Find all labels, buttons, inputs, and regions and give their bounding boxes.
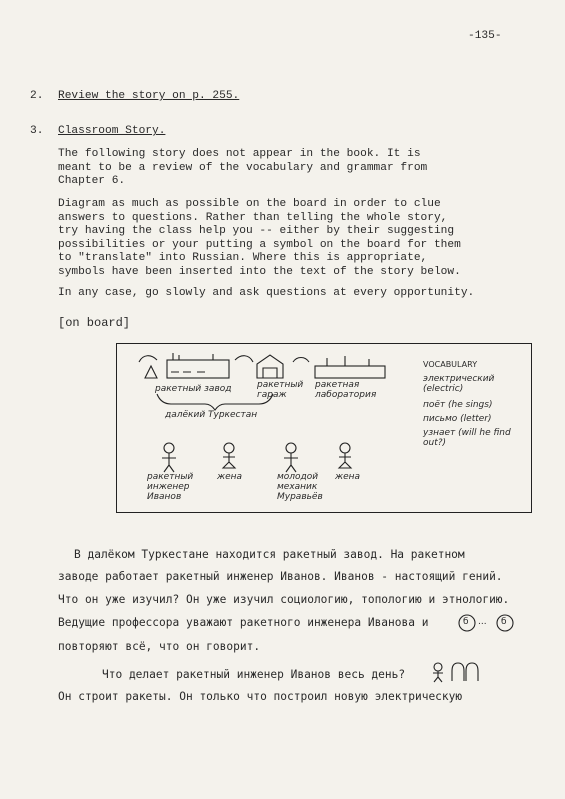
label-person-3: молодой механик Муравьёв [277, 472, 323, 502]
board-note: [on board] [58, 316, 131, 330]
page-number: -135- [468, 30, 502, 42]
garage-drawing [257, 355, 283, 378]
factory-drawing [167, 360, 229, 378]
label-garage: ракетный гараж [257, 380, 304, 400]
item-2-number: 2. [30, 90, 44, 102]
story-line-6: Что делает ракетный инженер Иванов весь день? [102, 668, 406, 681]
symbol-letter-right: б [501, 617, 507, 627]
figure-muravyov [284, 443, 298, 472]
paragraph-3: In any case, go slowly and ask questions at every opportunity. [58, 287, 475, 299]
paragraph-1: The following story does not appear in the book. It is meant to be a review of the vocabulary and grammar from Chapter 6. [58, 148, 428, 188]
vocab-item-4: узнает (will he find out?) [423, 428, 511, 448]
story-line-7: Он строит ракеты. Он только что построил новую электрическую [58, 690, 463, 703]
figure-wife-2 [339, 443, 351, 468]
item-3-number: 3. [30, 125, 44, 137]
item-2-text: Review the story on p. 255. [58, 90, 240, 102]
label-person-4: жена [335, 472, 361, 482]
story-line-1: В далёком Туркестане находится ракетный завод. На ракетном [74, 548, 465, 561]
label-person-1: ракетный инженер Иванов [147, 472, 194, 502]
symbol-ivanov-day [430, 661, 486, 688]
story-line-5: повторяют всё, что он говорит. [58, 640, 261, 653]
lab-drawing [315, 366, 385, 378]
label-factory: ракетный завод [155, 384, 232, 394]
story-line-4: Ведущие профессора уважают ракетного инженера Иванова и [58, 616, 429, 629]
figure-wife-1 [223, 443, 235, 468]
figures-symbol-icon [430, 661, 486, 683]
item-3-heading: Classroom Story. [58, 125, 166, 137]
vocab-item-1: электрический (electric) [423, 374, 495, 394]
turkestan-brace [157, 394, 273, 410]
symbol-professors [458, 613, 514, 638]
paragraph-2: Diagram as much as possible on the board in order to clue answers to questions. Rather than telling the whole story, try having the class help you -- either by their suggesting possibilities or your putting a symbol on the board for them to "translate" into Russian. Where this is appropriate, symbols have been inserted into the text of the story below. [58, 198, 461, 278]
figure-ivanov [162, 443, 176, 472]
symbol-dots: ... [478, 617, 487, 627]
vocab-item-3: письмо (letter) [423, 414, 492, 424]
vocab-item-2: поёт (he sings) [423, 400, 493, 410]
story-line-2: заводе работает ракетный инженер Иванов. Иванов - настоящий гений. [58, 570, 503, 583]
label-turkestan: далёкий Туркестан [165, 410, 258, 420]
label-lab: ракетная лаборатория [315, 380, 377, 400]
board-diagram [116, 343, 532, 513]
vocab-title: VOCABULARY [423, 360, 478, 369]
rocket-doodle [145, 366, 157, 378]
symbol-letter-left: б [463, 617, 469, 627]
story-line-3: Что он уже изучил? Он уже изучил социологию, топологию и этнологию. [58, 593, 510, 606]
label-person-2: жена [217, 472, 243, 482]
